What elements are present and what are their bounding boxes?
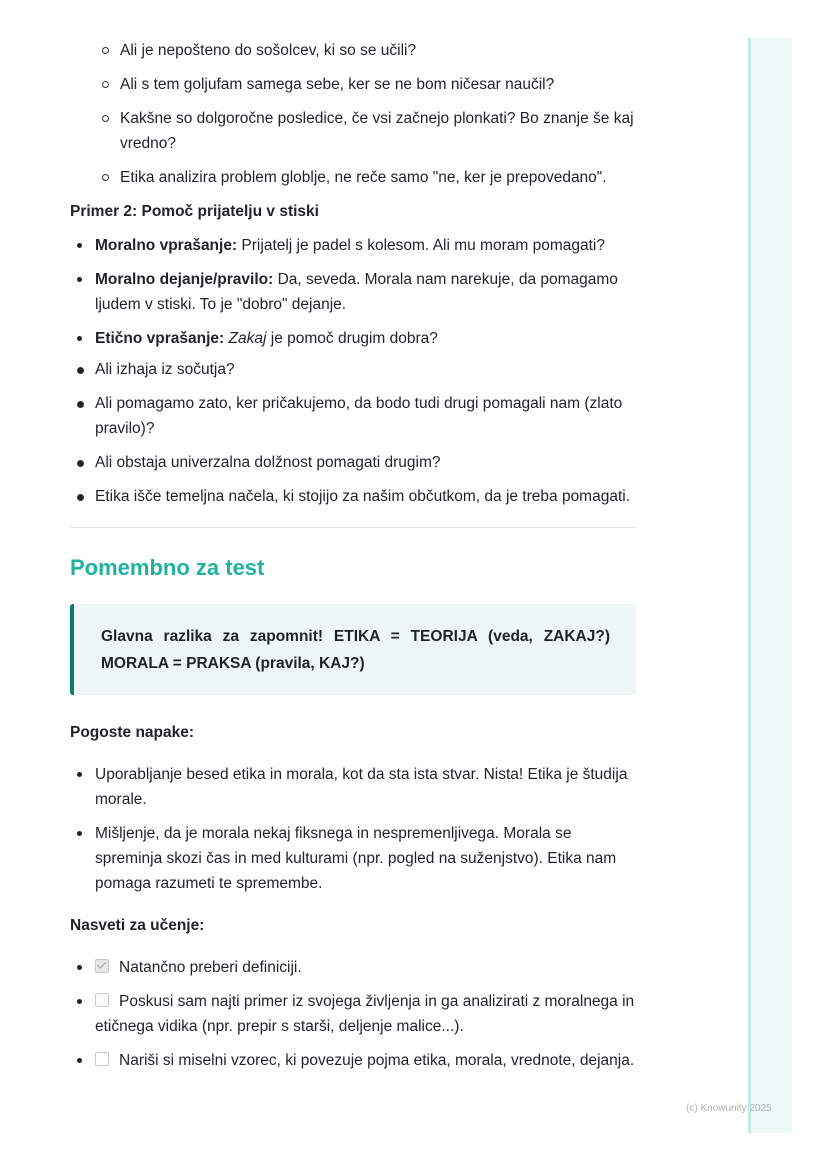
mistakes-list [70,762,636,896]
task-item [70,955,636,980]
task-item [70,989,636,1039]
list-item: Ali s tem goljufam samega sebe, ker se ne bom ničesar naučil? [70,72,636,97]
section-title: Pomembno za test [70,555,265,580]
list-item: Ali pomagamo zato, ker pričakujemo, da bodo tudi drugi pomagali nam (zlato pravilo)? [70,391,636,441]
tips-list [70,955,636,1073]
mistakes-heading: Pogoste napake: [70,724,195,741]
list-item: Etika analizira problem globlje, ne reče samo "ne, ker je prepovedano". [70,165,636,190]
task-item [70,1048,636,1073]
example1-ethical-questions [70,38,636,190]
list-item: Uporabljanje besed etika in morala, kot da sta ista stvar. Nista! Etika je študija morale. [70,762,636,812]
list-item: Etika išče temeljna načela, ki stojijo za našim občutkom, da je treba pomagati. [70,484,636,509]
section-divider [70,527,636,528]
list-item: Ali je nepošteno do sošolcev, ki so se učili? [70,38,636,63]
key-difference-callout: Glavna razlika za zapomnit! ETIKA = TEORIJA (veda, ZAKAJ?) MORALA = PRAKSA (pravila, KAJ?) [70,604,636,695]
moral-rule-text: Da, seveda. Morala nam narekuje, da pomagamo ljudem v stiski. To je "dobro" dejanje. [95,271,618,313]
example2-list [70,233,636,509]
list-item [70,233,636,258]
tips-heading: Nasveti za učenje: [70,917,205,934]
task-text: Natančno preberi definiciji. [119,959,302,976]
task-text: Poskusi sam najti primer iz svojega življenja in ga analizirati z moralnega in etičnega vidika (npr. prepir s starši, deljenje malice...). [95,993,635,1035]
ethical-question-text: je pomoč drugim dobra? [266,330,438,347]
checkbox[interactable] [95,1052,109,1066]
task-text: Nariši si miselni vzorec, ki povezuje pojma etika, morala, vrednote, dejanja. [119,1052,635,1069]
checkbox[interactable] [95,993,109,1007]
ethical-question-label: Etično vprašanje: [95,330,225,347]
moral-question-label: Moralno vprašanje: [95,237,238,254]
list-item: Mišljenje, da je morala nekaj fiksnega in nespremenljivega. Morala se spreminja skozi čas in med kulturami (npr. pogled na suženjstvo). Etika nam pomaga razumeti te spremembe. [70,821,636,896]
moral-question-text: Prijatelj je padel s kolesom. Ali mu moram pomagati? [237,237,605,254]
example2-heading: Primer 2: Pomoč prijatelju v stiski [70,203,319,220]
document-body [70,38,636,1082]
ethical-question-emphasis: Zakaj [228,330,267,347]
list-item: Kakšne so dolgoročne posledice, če vsi začnejo plonkati? Bo znanje še kaj vredno? [70,106,636,156]
ethical-sub-questions [70,357,636,509]
list-item [70,326,636,509]
sidebar-border [748,38,751,1133]
right-sidebar-panel [748,38,792,1133]
list-item [70,267,636,317]
moral-rule-label: Moralno dejanje/pravilo: [95,271,274,288]
list-item: Ali izhaja iz sočutja? [70,357,636,382]
copyright-text: (c) Knowunity 2025 [686,1103,772,1114]
checkbox-checked[interactable] [95,959,109,973]
list-item: Ali obstaja univerzalna dolžnost pomagati drugim? [70,450,636,475]
